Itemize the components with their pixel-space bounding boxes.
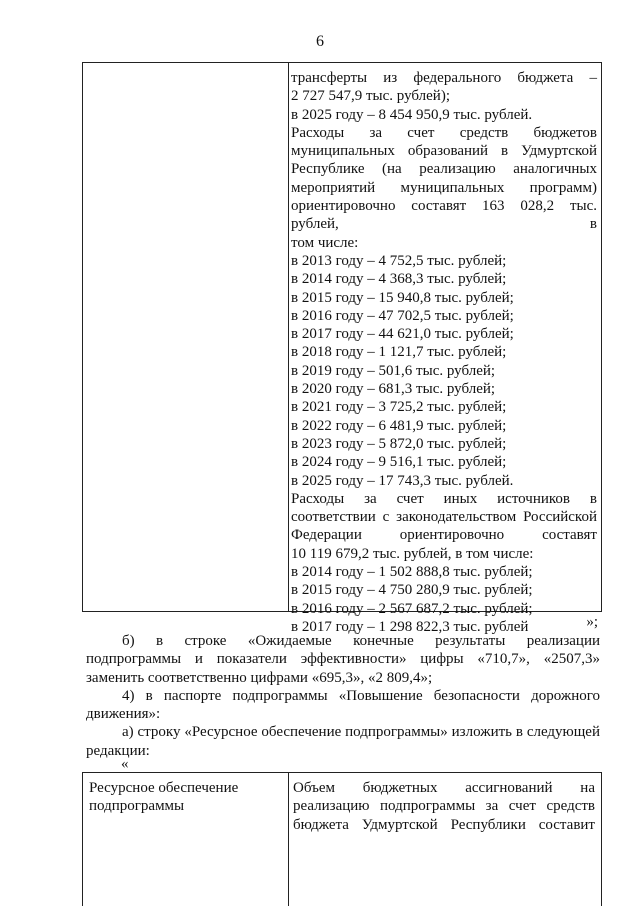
resource-table-continued — [82, 62, 602, 635]
text-line: в 2015 году – 4 750 280,9 тыс. рублей; — [291, 582, 533, 599]
text-line: в 2018 году – 1 121,7 тыс. рублей; — [291, 344, 507, 361]
text-line: бюджета Удмуртской Республики составит — [293, 816, 595, 833]
text-line: в 2013 году – 4 752,5 тыс. рублей; — [291, 252, 507, 269]
text-line: в 2020 году – 681,3 тыс. рублей; — [291, 381, 496, 398]
text-line: в 2021 году – 3 725,2 тыс. рублей; — [291, 399, 507, 416]
text-line: Расходы за счет средств бюджетов — [291, 124, 597, 141]
table-cell-funding-text — [293, 779, 595, 834]
text-line: Республике (на реализацию аналогичных — [291, 161, 597, 178]
text-line: подпрограммы — [89, 798, 185, 815]
text-line: в 2024 году – 9 516,1 тыс. рублей; — [291, 454, 507, 471]
text-line: движения»: — [86, 706, 161, 723]
text-line: 10 119 679,2 тыс. рублей, в том числе: — [291, 545, 534, 562]
text-line: в 2017 году – 44 621,0 тыс. рублей; — [291, 326, 514, 343]
closing-quote: »; — [586, 614, 598, 630]
text-line: ориентировочно составят 163 028,2 тыс. рублей, в — [291, 198, 597, 233]
text-line: мероприятий муниципальных программ) — [291, 179, 597, 196]
table-column-divider — [288, 773, 289, 906]
text-line: в 2025 году – 8 454 950,9 тыс. рублей. — [291, 106, 533, 123]
text-line: Расходы за счет иных источников в — [291, 490, 597, 507]
text-line: подпрограммы и показатели эффективности» цифры «710,7», «2507,3» — [86, 651, 600, 668]
text-line: в 2014 году – 1 502 888,8 тыс. рублей; — [291, 564, 533, 581]
opening-quote: « — [121, 756, 129, 772]
text-line: в 2016 году – 2 567 687,2 тыс. рублей; — [291, 600, 533, 617]
text-line: б) в строке «Ожидаемые конечные результаты реализации — [122, 633, 600, 649]
page-number: 6 — [316, 33, 324, 50]
text-line: муниципальных образований в Удмуртской — [291, 143, 597, 160]
text-line: Объем бюджетных ассигнований на — [293, 780, 595, 796]
text-line: заменить соответственно цифрами «695,3», «2 809,4»; — [86, 669, 433, 686]
text-line: в 2025 году – 17 743,3 тыс. рублей. — [291, 472, 514, 489]
text-line: в 2023 году – 5 872,0 тыс. рублей; — [291, 435, 507, 452]
text-line: в 2017 году – 1 298 822,3 тыс. рублей — [291, 618, 529, 635]
text-line: в 2015 году – 15 940,8 тыс. рублей; — [291, 289, 514, 306]
resource-table-road-safety — [82, 772, 602, 906]
table-column-divider — [288, 63, 289, 611]
table-cell-funding-details — [291, 69, 597, 636]
text-line: редакции: — [86, 742, 150, 759]
text-line: Ресурсное обеспечение — [89, 780, 239, 796]
text-line: том числе: — [291, 234, 359, 251]
text-line: 2 727 547,9 тыс. рублей); — [291, 88, 450, 105]
text-line: трансферты из федерального бюджета – — [291, 70, 597, 86]
text-line: в 2014 году – 4 368,3 тыс. рублей; — [291, 271, 507, 288]
text-line: 4) в паспорте подпрограммы «Повышение безопасности дорожного — [122, 687, 600, 704]
text-line: реализацию подпрограммы за счет средств — [293, 798, 595, 815]
table-cell-label — [89, 779, 279, 816]
amendment-text — [86, 632, 600, 760]
text-line: в 2019 году – 501,6 тыс. рублей; — [291, 362, 496, 379]
text-line: соответствии с законодательством Российской — [291, 509, 597, 526]
text-line: в 2022 году – 6 481,9 тыс. рублей; — [291, 417, 507, 434]
text-line: в 2016 году – 47 702,5 тыс. рублей; — [291, 307, 514, 324]
text-line: а) строку «Ресурсное обеспечение подпрограммы» изложить в следующей — [122, 724, 600, 741]
text-line: Федерации ориентировочно составят — [291, 527, 597, 544]
